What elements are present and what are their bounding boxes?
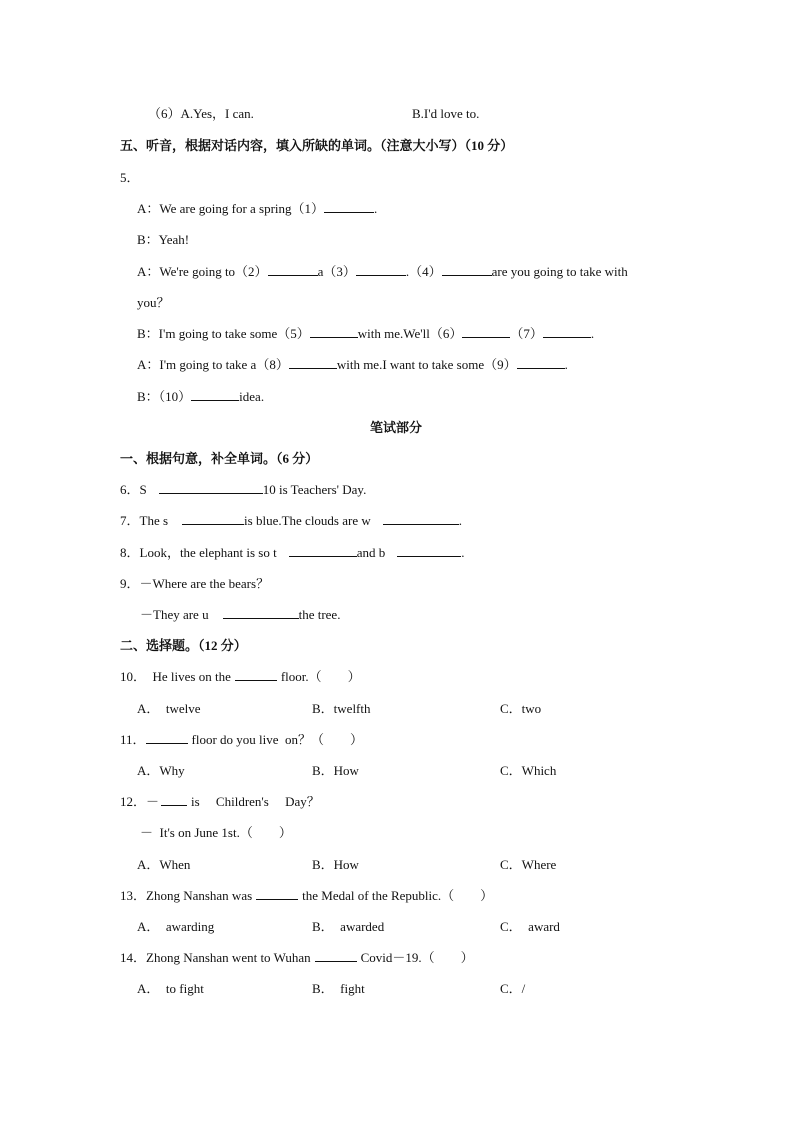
blank-10[interactable] (191, 389, 239, 401)
blank-q13[interactable] (256, 888, 298, 900)
question-7: 7．The s is blue.The clouds are w . (120, 513, 462, 528)
blank-5[interactable] (310, 326, 358, 338)
q12-option-b[interactable]: B．How (312, 857, 359, 872)
question-11: 11． floor do you live on？（ ） (120, 732, 364, 747)
q14-option-a[interactable]: A． to fight (137, 981, 204, 996)
q14-option-c[interactable]: C．/ (500, 981, 526, 996)
option-6a: （6）A.Yes，I can. (148, 106, 254, 121)
question-12: 12．－ is Children's Day？ (120, 794, 320, 809)
dialog-line-3: A：We're going to（2） a（3） .（4） are you going to take with (137, 264, 628, 279)
blank-q9[interactable] (223, 607, 299, 619)
q11-option-c[interactable]: C．Which (500, 763, 557, 778)
dialog-line-2: B：Yeah! (137, 232, 190, 247)
question-6: 6．S 10 is Teachers' Day. (120, 482, 367, 497)
written-part-title: 笔试部分 (370, 420, 423, 435)
question-8: 8．Look，the elephant is so t and b . (120, 545, 465, 560)
blank-q8a[interactable] (289, 545, 357, 557)
q10-option-c[interactable]: C．two (500, 701, 542, 716)
q12-option-a[interactable]: A．When (137, 857, 191, 872)
blank-q8b[interactable] (397, 545, 461, 557)
section-1-heading: 一、根据句意，补全单词。（6 分） (120, 451, 319, 466)
q11-option-a[interactable]: A．Why (137, 763, 185, 778)
q10-option-a[interactable]: A． twelve (137, 701, 201, 716)
blank-q12[interactable] (161, 794, 187, 806)
section-2-heading: 二、选择题。（12 分） (120, 638, 247, 653)
dialog-line-4: B：I'm going to take some（5） with me.We'll（6） （7） . (137, 326, 595, 341)
blank-8[interactable] (289, 357, 337, 369)
blank-4[interactable] (442, 264, 492, 276)
question-9: 9．－Where are the bears？ (120, 576, 270, 591)
question-10: 10． He lives on the floor.（ ） (120, 669, 361, 684)
dialog-line-1: A：We are going for a spring（1） . (137, 201, 378, 216)
q13-option-a[interactable]: A． awarding (137, 919, 215, 934)
q13-option-c[interactable]: C． award (500, 919, 560, 934)
blank-7[interactable] (543, 326, 591, 338)
q14-option-b[interactable]: B． fight (312, 981, 365, 996)
section-5-heading: 五、听音，根据对话内容，填入所缺的单词。（注意大小写）（10 分） (120, 138, 514, 153)
blank-9[interactable] (517, 357, 565, 369)
question-9-answer: －They are u the tree. (140, 607, 341, 622)
q11-option-b[interactable]: B．How (312, 763, 359, 778)
blank-q6[interactable] (159, 482, 263, 494)
question-14: 14．Zhong Nanshan went to Wuhan Covid－19.（ ） (120, 950, 474, 965)
q13-option-b[interactable]: B． awarded (312, 919, 385, 934)
question-13: 13．Zhong Nanshan was the Medal of the Republic.（ ） (120, 888, 494, 903)
question-12-answer: － It's on June 1st.（ ） (140, 825, 292, 840)
blank-q14[interactable] (315, 950, 357, 962)
blank-q10[interactable] (235, 669, 277, 681)
blank-6[interactable] (462, 326, 510, 338)
dialog-line-5: A：I'm going to take a（8） with me.I want to take some（9） . (137, 357, 568, 372)
option-6b: B.I'd love to. (412, 106, 480, 121)
blank-q7b[interactable] (383, 513, 459, 525)
dialog-line-3-cont: you？ (137, 295, 170, 310)
blank-2[interactable] (268, 264, 318, 276)
blank-3[interactable] (356, 264, 406, 276)
q12-option-c[interactable]: C．Where (500, 857, 557, 872)
blank-q7a[interactable] (182, 513, 244, 525)
blank-1[interactable] (324, 201, 374, 213)
dialog-line-6: B：（10） idea. (137, 389, 265, 404)
question-5-number: 5． (120, 170, 140, 185)
blank-q11[interactable] (146, 732, 188, 744)
q10-option-b[interactable]: B．twelfth (312, 701, 371, 716)
